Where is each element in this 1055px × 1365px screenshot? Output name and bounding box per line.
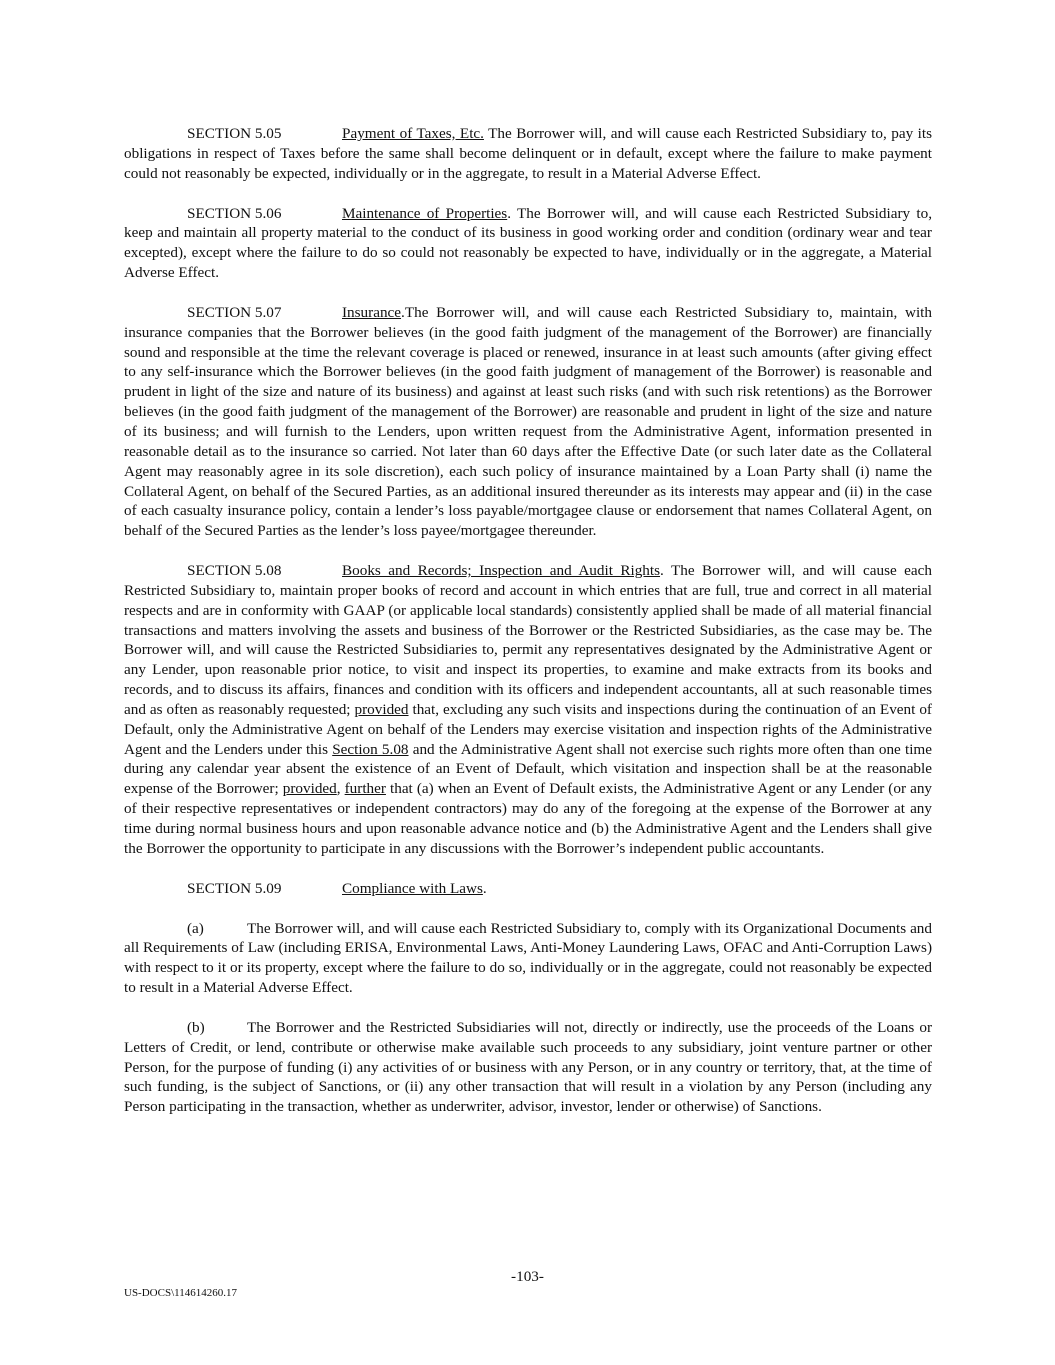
- section-title: Books and Records; Inspection and Audit Rights: [342, 562, 661, 580]
- section-title: Payment of Taxes, Etc.: [342, 125, 484, 142]
- section-5-08: [124, 561, 932, 859]
- section-5-06: [124, 204, 932, 283]
- section-number: SECTION 5.08: [187, 562, 282, 580]
- clause-body: The Borrower and the Restricted Subsidiaries will not, directly or indirectly, use the proceeds of the Loans or Letters of Credit, or lend, contribute or otherwise make available such proceeds to any subsidiary, joint venture partner or other Person, for the purpose of funding (i) any activities of or business with any Person, or in any country or territory, that, at the time of such funding, is the subject of Sanctions, or (ii) any other transaction that will result in a violation by any Person (including any Person participating in the transaction, whether as underwriter, advisor, investor, lender or otherwise) of Sanctions.: [124, 1018, 932, 1116]
- section-body: ,: [336, 780, 345, 798]
- provided-term: provided: [354, 700, 409, 718]
- section-5-05: [124, 124, 932, 184]
- section-body: that, excluding any such visits and inspections during the continuation of an Event of Default, only the Administrative Agent on behalf of the Lenders may exercise visitation and inspection rights of the Administrative Agent and the Lenders under this: [124, 700, 932, 758]
- further-term: further: [344, 780, 386, 798]
- section-title-suffix: .: [482, 879, 487, 897]
- clause-label: (b): [187, 1018, 205, 1036]
- section-title: Compliance with Laws: [342, 879, 483, 897]
- section-body: and the Administrative Agent shall not exercise such rights more often than one time during any calendar year absent the existence of an Event of Default, which visitation and inspection shall be at the reasonable expense of the Borrower;: [124, 740, 932, 798]
- clause-body: The Borrower will, and will cause each Restricted Subsidiary to, comply with its Organizational Documents and all Requirements of Law (including ERISA, Environmental Laws, Anti-Money Laundering Laws, OFAC and Anti-Corruption Laws) with respect to it or its property, except where the failure to do so, individually or in the aggregate, could not reasonably be expected to result in a Material Adverse Effect.: [124, 919, 932, 997]
- section-number: SECTION 5.05: [187, 125, 282, 142]
- section-body: that (a) when an Event of Default exists, the Administrative Agent or any Lender (or any of their respective representatives or independent contractors) may do any of the foregoing at the expense of the Borrower at any time during normal business hours and upon reasonable advance notice and (b) the Administrative Agent and the Lenders shall give the Borrower the opportunity to participate in any discussions with the Borrower’s independent public accountants.: [124, 780, 933, 857]
- section-cross-reference: Section 5.08: [332, 740, 409, 758]
- section-title: Insurance: [342, 303, 402, 321]
- section-number: SECTION 5.09: [187, 879, 282, 897]
- document-body: [124, 124, 932, 1137]
- page-number: -103-: [511, 1268, 544, 1285]
- section-5-07: [124, 303, 932, 541]
- section-5-09-a: [124, 919, 932, 998]
- section-5-09-heading: [124, 879, 932, 899]
- section-number: SECTION 5.07: [187, 303, 282, 321]
- section-body: The Borrower will, and will cause each Restricted Subsidiary to, pay its obligations in respect of Taxes before the same shall become delinquent or in default, except where the failure to make payment could not reasonably be expected, individually or in the aggregate, to result in a Material Adverse Effect.: [124, 125, 932, 182]
- section-number: SECTION 5.06: [187, 204, 282, 222]
- clause-label: (a): [187, 919, 204, 937]
- section-body: . The Borrower will, and will cause each Restricted Subsidiary to, keep and maintain all property material to the conduct of its business in good working order and condition (ordinary wear and tear excepted), except where the failure to do so could not reasonably be expected to have, individually or in the aggregate, a Material Adverse Effect.: [124, 204, 932, 282]
- provided-term: provided: [282, 780, 337, 798]
- section-title: Maintenance of Properties: [342, 204, 508, 222]
- section-body: . The Borrower will, and will cause each Restricted Subsidiary to, maintain proper books of record and account in which entries that are full, true and correct in all material respects and are in conformity with GAAP (or applicable local standards) consistently applied shall be made of all material financial transactions and matters involving the assets and business of the Borrower or the Restricted Subsidiaries, as the case may be. The Borrower will, and will cause the Restricted Subsidiaries to, permit any representatives designated by the Administrative Agent or any Lender, upon reasonable prior notice, to visit and inspect its properties, to examine and make extracts from its books and records, and to discuss its affairs, finances and condition with its officers and independent accountants, all at such reasonable times and as often as reasonably requested;: [124, 562, 932, 718]
- section-5-09-b: [124, 1018, 932, 1117]
- section-body: .The Borrower will, and will cause each Restricted Subsidiary to, maintain, with insurance companies that the Borrower believes (in the good faith judgment of the management of the Borrower) are financially sound and responsible at the time the relevant coverage is placed or renewed, insurance in at least such amounts (after giving effect to any self-insurance which the Borrower believes (in the good faith judgment of management of the Borrower) is reasonable and prudent in light of the size and nature of its business) and against at least such risks (and with such risk retentions) as the Borrower believes (in the good faith judgment of the management of the Borrower) are reasonable and prudent in light of the size and nature of its business; and will furnish to the Lenders, upon written request from the Administrative Agent, information presented in reasonable detail as to the insurance so carried. Not later than 60 days after the Effective Date (or such later date as the Collateral Agent may reasonably agree in its sole discretion), each such policy of insurance maintained by a Loan Party shall (i) name the Collateral Agent, on behalf of the Secured Parties, as an additional insured thereunder as its interests may appear and (ii) in the case of each casualty insurance policy, contain a lender’s loss payable/mortgagee clause or endorsement that names Collateral Agent, on behalf of the Secured Parties as the lender’s loss payee/mortgagee thereunder.: [124, 303, 932, 540]
- document-id: US-DOCS\114614260.17: [124, 1287, 237, 1299]
